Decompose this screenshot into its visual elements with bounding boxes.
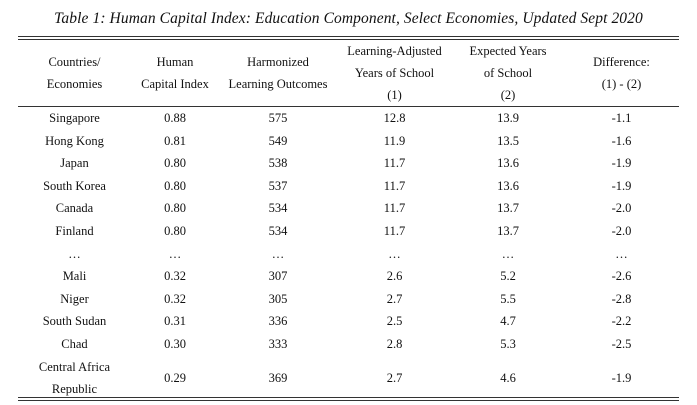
cell-hci: 0.80 <box>164 156 186 171</box>
cell-eys: 13.5 <box>497 133 519 148</box>
cell-hci: 0.80 <box>164 223 186 238</box>
table-row <box>18 106 679 130</box>
cell-eys: 4.6 <box>500 370 516 385</box>
table-row <box>18 175 679 198</box>
header-line: of School <box>483 66 533 80</box>
country-line: Republic <box>51 381 98 396</box>
cell-hlo: 537 <box>268 178 288 193</box>
cell-eys: 13.7 <box>497 223 519 238</box>
header-country <box>18 40 131 106</box>
header-line: (1) <box>387 88 402 102</box>
cell-difference: -1.9 <box>611 156 632 171</box>
cell-country <box>18 310 131 333</box>
header-line: Years of School <box>354 66 435 80</box>
cell-hlo: 305 <box>268 291 288 306</box>
country-line: South Sudan <box>42 314 107 329</box>
table-row <box>18 265 679 288</box>
cell-hci: 0.31 <box>164 314 186 329</box>
country-line: Hong Kong <box>45 133 104 148</box>
cell-difference: -2.0 <box>611 223 632 238</box>
cell-eys: … <box>501 246 515 261</box>
hci-table <box>18 40 679 400</box>
cell-hci: 0.32 <box>164 269 186 284</box>
header-hci <box>131 40 219 106</box>
table-header <box>18 40 679 106</box>
cell-lays: 11.7 <box>383 201 406 216</box>
table-row <box>18 288 679 311</box>
cell-country <box>18 265 131 288</box>
table-row <box>18 310 679 333</box>
header-line: Difference: <box>593 55 650 69</box>
header-line: Capital Index <box>141 77 209 91</box>
header-line: Expected Years <box>469 44 547 58</box>
table-row <box>18 152 679 175</box>
country-line: Finland <box>55 223 94 238</box>
cell-hci: 0.32 <box>164 291 186 306</box>
table-body <box>18 106 679 400</box>
country-line: Singapore <box>49 111 100 125</box>
cell-eys: 5.5 <box>500 291 516 306</box>
cell-difference: -1.9 <box>611 370 632 385</box>
cell-eys: 5.2 <box>500 269 516 284</box>
cell-difference: -1.1 <box>611 111 632 125</box>
cell-country <box>18 243 131 266</box>
cell-country <box>18 152 131 175</box>
country-line: Niger <box>60 291 89 306</box>
cell-hci: 0.88 <box>164 111 186 125</box>
cell-hlo: … <box>271 246 285 261</box>
table-row <box>18 220 679 243</box>
table-row <box>18 356 679 400</box>
cell-lays: 11.7 <box>383 156 406 171</box>
cell-eys: 13.6 <box>497 156 519 171</box>
header-line: Harmonized <box>247 55 309 69</box>
cell-hci: 0.81 <box>164 133 186 148</box>
cell-country <box>18 197 131 220</box>
cell-difference: -2.6 <box>611 269 632 284</box>
cell-lays: 2.8 <box>386 336 403 351</box>
cell-country <box>18 106 131 130</box>
country-line: Japan <box>60 156 89 171</box>
country-line: Mali <box>62 269 87 284</box>
cell-hci: 0.80 <box>164 201 186 216</box>
top-double-rule <box>18 36 679 40</box>
cell-hlo: 336 <box>268 314 288 329</box>
country-line: Central Africa <box>38 359 111 374</box>
header-line: Human <box>156 55 194 69</box>
cell-eys: 5.3 <box>500 336 516 351</box>
table-caption: Table 1: Human Capital Index: Education Component, Select Economies, Updated Sept 2020 <box>54 10 643 27</box>
cell-difference: -2.0 <box>611 201 632 216</box>
header-line: Learning Outcomes <box>228 77 328 91</box>
cell-difference: -2.8 <box>611 291 632 306</box>
cell-eys: 13.7 <box>497 201 519 216</box>
cell-hci: 0.30 <box>164 336 186 351</box>
cell-hlo: 333 <box>268 336 288 351</box>
cell-difference: -2.5 <box>611 336 632 351</box>
cell-lays: 2.5 <box>386 314 403 329</box>
country-line: Canada <box>55 201 94 216</box>
header-lays <box>337 40 452 106</box>
header-line: Learning-Adjusted <box>347 44 442 58</box>
cell-hlo: 369 <box>268 370 288 385</box>
cell-difference: … <box>615 246 628 261</box>
table-row <box>18 197 679 220</box>
cell-difference: -1.6 <box>611 133 632 148</box>
cell-hci: 0.29 <box>164 370 186 385</box>
cell-country <box>18 175 131 198</box>
header-row <box>18 40 679 106</box>
country-line: … <box>68 246 81 261</box>
cell-country <box>18 220 131 243</box>
cell-lays: 2.6 <box>386 269 403 284</box>
header-hlo <box>219 40 337 106</box>
cell-difference: -2.2 <box>611 314 632 329</box>
cell-eys: 13.6 <box>497 178 519 193</box>
cell-lays: 2.7 <box>386 370 403 385</box>
cell-hlo: 549 <box>268 133 288 148</box>
cell-lays: 11.7 <box>383 223 406 238</box>
cell-country <box>18 333 131 356</box>
table-row <box>18 333 679 356</box>
table-row <box>18 130 679 153</box>
cell-lays: 2.7 <box>386 291 403 306</box>
header-line: (2) <box>500 88 516 102</box>
header-line: Countries/ <box>48 55 101 69</box>
cell-lays: 11.7 <box>383 178 406 193</box>
cell-hci: … <box>168 246 182 261</box>
cell-hlo: 575 <box>268 111 288 125</box>
header-difference <box>564 40 679 106</box>
cell-hlo: 307 <box>268 269 288 284</box>
cell-difference: -1.9 <box>611 178 632 193</box>
cell-country <box>18 288 131 311</box>
cell-hci: 0.80 <box>164 178 186 193</box>
country-line: Chad <box>61 336 88 351</box>
header-line: Economies <box>46 77 103 91</box>
table-row <box>18 243 679 266</box>
cell-lays: … <box>388 246 401 261</box>
header-line: (1) - (2) <box>601 77 642 91</box>
cell-lays: 11.9 <box>383 133 406 148</box>
cell-hlo: 534 <box>268 223 288 238</box>
cell-country <box>18 356 131 400</box>
cell-eys: 13.9 <box>497 111 519 125</box>
cell-hlo: 534 <box>268 201 288 216</box>
country-line: South Korea <box>43 178 106 193</box>
cell-lays: 12.8 <box>383 111 406 125</box>
header-eys <box>452 40 564 106</box>
cell-hlo: 538 <box>268 156 288 171</box>
cell-eys: 4.7 <box>500 314 516 329</box>
cell-country <box>18 130 131 153</box>
